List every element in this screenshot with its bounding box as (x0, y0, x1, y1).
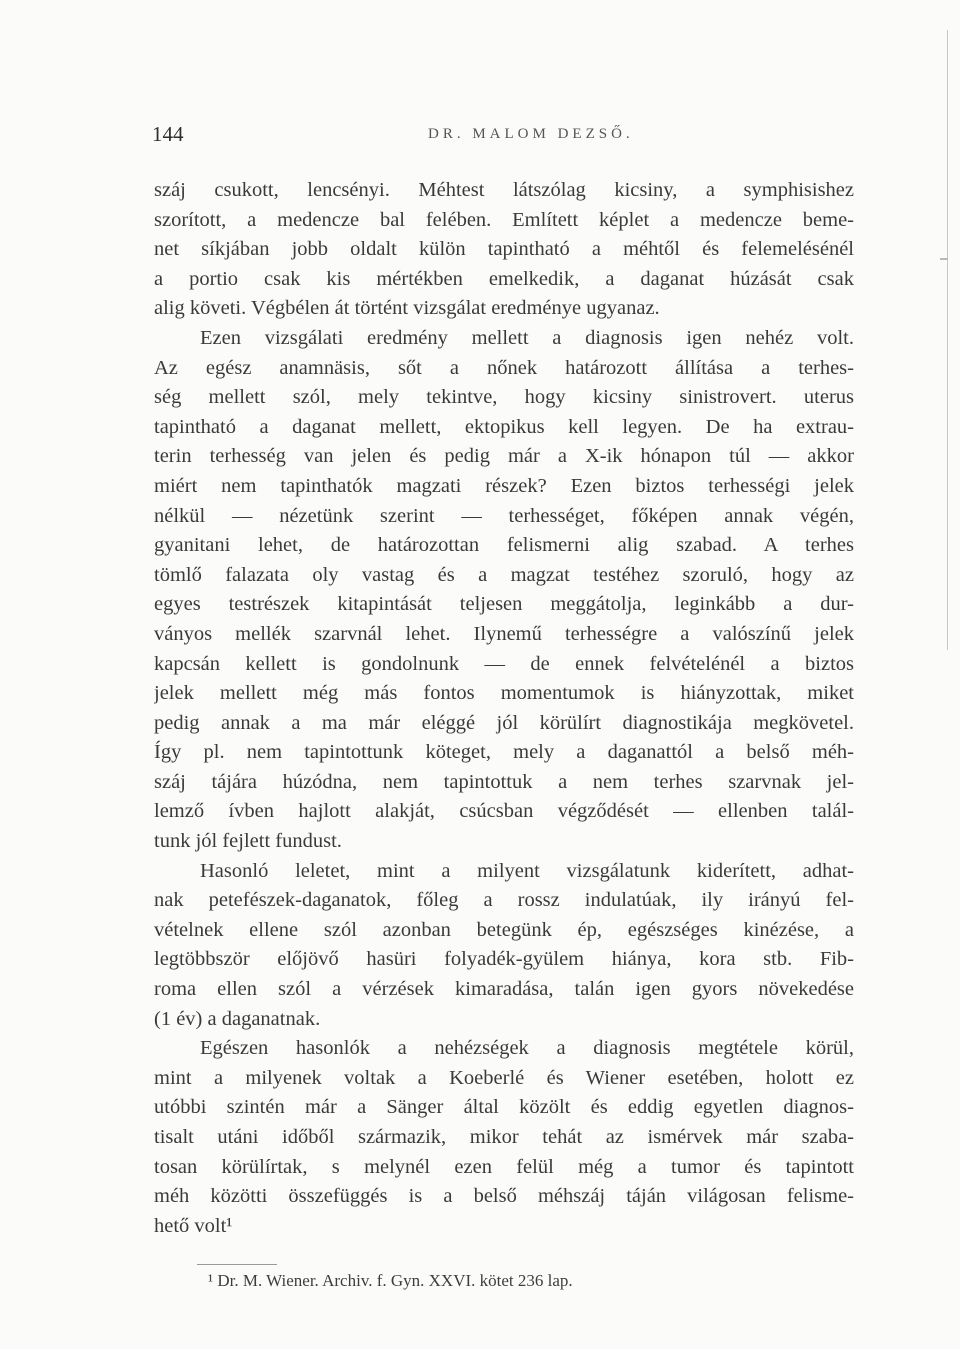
text-line: alig követi. Végbélen át történt vizsgálat eredménye ugyanaz. (154, 297, 660, 320)
text-line: nélkül — nézetünk szerint — terhességet, főképen annak végén, (154, 504, 854, 527)
text-line: száj tájára húzódna, nem tapintottuk a nem terhes szarvnak jel- (154, 770, 854, 793)
page-edge-mark (940, 258, 948, 260)
text-line: utóbbi szintén már a Sänger által közölt és eddig egyetlen diagnos- (154, 1096, 854, 1119)
text-line: gyanitani lehet, de határozottan felismerni alig szabad. A terhes (154, 534, 854, 557)
text-line: miért nem tapinthatók magzati részek? Ezen biztos terhességi jelek (154, 474, 854, 497)
text-line: jelek mellett még más fontos momentumok is hiányzottak, miket (154, 682, 854, 705)
text-line: a portio csak kis mértékben emelkedik, a daganat húzását csak (154, 267, 854, 290)
text-line: Egészen hasonlók a nehézségek a diagnosis megtétele körül, (200, 1037, 854, 1060)
text-line: legtöbbször előjövő hasüri folyadék-gyülem hiánya, kora stb. Fib- (154, 948, 854, 971)
text-line: nak petefészek-daganatok, főleg a rossz indulatúak, ily irányú fel- (154, 889, 854, 912)
footnote: ¹ Dr. M. Wiener. Archiv. f. Gyn. XXVI. kötet 236 lap. (208, 1271, 573, 1290)
text-line: Az egész anamnäsis, sőt a nőnek határozott állítása a terhes- (154, 356, 854, 379)
text-line: tunk jól fejlett fundust. (154, 830, 342, 853)
text-line: tosan körülírtak, s melynél ezen felül még a tumor és tapintott (154, 1155, 854, 1178)
text-line: lemző ívben hajlott alakját, csúcsban végződését — ellenben talál- (154, 800, 854, 823)
text-line: ványos mellék szarvnál lehet. Ilynemű terhességre a valószínű jelek (154, 622, 854, 645)
text-line: net síkjában jobb oldalt külön tapintható a méhtől és felemelésénél (154, 238, 854, 261)
text-line: pedig annak a ma már eléggé jól körülírt diagnostikája megkövetel. (154, 711, 854, 734)
text-line: hető volt¹ (154, 1214, 233, 1237)
text-line: terin terhesség van jelen és pedig már a X-ik hónapon túl — akkor (154, 445, 854, 468)
text-line: Ezen vizsgálati eredmény mellett a diagnosis igen nehéz volt. (200, 326, 854, 349)
page-header (0, 122, 960, 152)
text-line: tisalt utáni időből származik, mikor tehát az ismérvek már szaba- (154, 1126, 854, 1148)
text-line: szorított, a medencze bal felében. Említett képlet a medencze beme- (154, 208, 854, 231)
text-line: kapcsán kellett is gondolnunk — de ennek felvételénél a biztos (154, 652, 854, 675)
text-line: száj csukott, lencsényi. Méhtest látszólag kicsiny, a symphisishez (154, 179, 854, 201)
footnote-rule (197, 1264, 277, 1265)
text-line: vételnek ellene szól azonban betegünk ép, egészséges kinézése, a (154, 918, 854, 941)
text-line: Hasonló leletet, mint a milyent vizsgálatunk kiderített, adhat- (200, 859, 854, 882)
text-line: mint a milyenek voltak a Koeberlé és Wiener esetében, holott ez (154, 1066, 854, 1089)
text-line: (1 év) a daganatnak. (154, 1007, 321, 1030)
running-head: DR. MALOM DEZSŐ. (428, 126, 634, 142)
text-line: tapintható a daganat mellett, ektopikus kell legyen. De ha extrau- (154, 415, 854, 438)
body-text (154, 176, 854, 1241)
text-line: roma ellen szól a vérzések kimaradása, talán igen gyors növekedése (154, 978, 854, 1001)
text-line: tömlő falazata oly vastag és a magzat testéhez szoruló, hogy az (154, 563, 854, 586)
text-line: ség mellett szól, mely tekintve, hogy kicsiny sinistrovert. uterus (154, 386, 854, 409)
text-line: egyes testrészek kitapintását teljesen meggátolja, leginkább a dur- (154, 593, 854, 616)
page-number: 144 (152, 122, 184, 146)
text-line: méh közötti összefüggés is a belső méhszáj táján világosan felisme- (154, 1185, 854, 1208)
text-line: Így pl. nem tapintottunk köteget, mely a daganattól a belső méh- (154, 741, 854, 764)
